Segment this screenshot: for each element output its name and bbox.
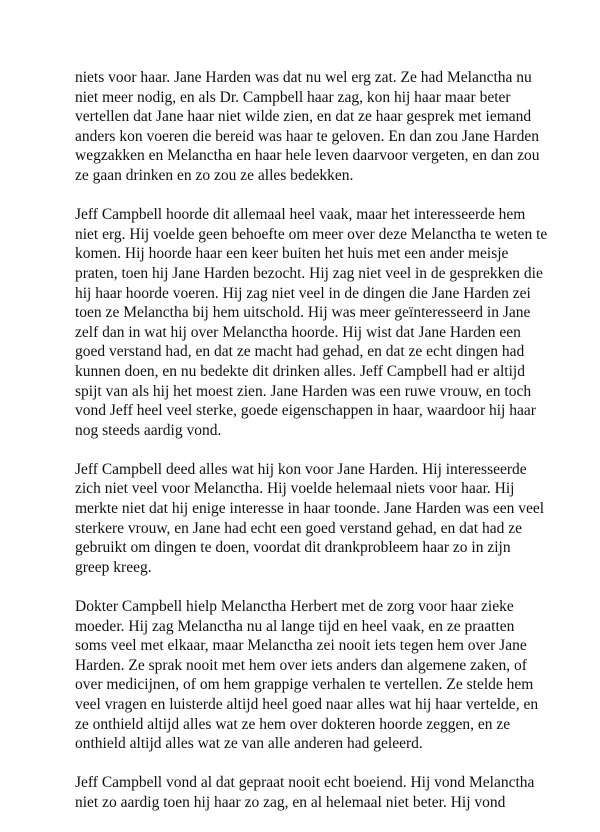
text-line: komen. Hij hoorde haar een keer buiten het huis met een ander meisje <box>75 245 509 263</box>
text-line: Jeff Campbell deed alles wat hij kon voor Jane Harden. Hij interesseerde <box>75 460 527 478</box>
text-line: hij haar hoorde voeren. Hij zag niet veel in de dingen die Jane Harden zei <box>75 284 531 302</box>
text-line: niet erg. Hij voelde geen behoefte om meer over deze Melanctha te weten te <box>75 225 548 243</box>
text-line: nog steeds aardig vond. <box>75 421 222 439</box>
text-line: zelf dan in wat hij over Melanctha hoorde. Hij wist dat Jane Harden een <box>75 323 521 341</box>
text-line: praten, toen hij Jane Harden bezocht. Hij zag niet veel in de gesprekken die <box>75 264 543 282</box>
text-line: niets voor haar. Jane Harden was dat nu wel erg zat. Ze had Melanctha nu <box>75 69 532 86</box>
text-line: moeder. Hij zag Melanctha nu al lange tijd en heel vaak, en ze praatten <box>75 617 515 635</box>
paragraph-5 <box>75 773 535 812</box>
text-line: Jeff Campbell hoorde dit allemaal heel vaak, maar het interesseerde hem <box>75 206 526 224</box>
text-line: kunnen doen, en nu bedekte dit drinken alles. Jeff Campbell had er altijd <box>75 362 525 380</box>
text-line: veel vragen en luisterde altijd heel goed naar alles wat hij haar vertelde, en <box>75 696 539 713</box>
paragraph-4 <box>75 597 539 754</box>
text-line: niet meer nodig, en als Dr. Campbell haar zag, kon hij haar maar beter <box>75 88 511 106</box>
text-line: ze onthield altijd alles wat ze hem over dokteren hoorde zeggen, en ze <box>75 715 511 733</box>
text-line: niet zo aardig toen hij haar zo zag, en al helemaal niet beter. Hij vond <box>75 793 506 811</box>
text-line: Harden. Ze sprak nooit met hem over iets anders dan algemene zaken, of <box>75 656 527 674</box>
text-line: Dokter Campbell hielp Melanctha Herbert met de zorg voor haar zieke <box>75 598 514 616</box>
text-line: gebruikt om dingen te doen, voordat dit drankprobleem haar zo in zijn <box>75 539 511 557</box>
text-line: ze gaan drinken en zo zou ze alles bedekken. <box>75 166 354 184</box>
text-line: merkte niet dat hij enige interesse in haar toonde. Jane Harden was een veel <box>75 500 545 518</box>
text-line: vond Jeff heel veel sterke, goede eigenschappen in haar, waardoor hij haar <box>75 402 536 420</box>
text-line: goed verstand had, en dat ze macht had gehad, en dat ze echt dingen had <box>75 343 525 361</box>
text-line: toen ze Melanctha bij hem uitschold. Hij was meer geïnteresseerd in Jane <box>75 304 531 322</box>
paragraph-1 <box>75 68 540 186</box>
paragraph-2 <box>75 205 548 440</box>
text-line: onthield altijd alles wat ze van alle anderen had geleerd. <box>75 735 423 753</box>
text-line: vertellen dat Jane haar niet wilde zien, en dat ze haar gesprek met iemand <box>75 108 532 126</box>
text-line: greep kreeg. <box>75 558 152 576</box>
text-line: anders kon voeren die bereid was haar te geloven. En dan zou Jane Harden <box>75 127 539 145</box>
paragraph-3 <box>75 460 545 578</box>
text-line: Jeff Campbell vond al dat gepraat nooit echt boeiend. Hij vond Melanctha <box>75 774 535 792</box>
text-line: sterkere vrouw, en Jane had echt een goed verstand gehad, en dat had ze <box>75 519 523 537</box>
text-line: soms veel met elkaar, maar Melanctha zei nooit iets tegen hem over Jane <box>75 637 527 655</box>
text-line: over medicijnen, of om hem grappige verhalen te vertellen. Ze stelde hem <box>75 676 534 694</box>
text-line: wegzakken en Melanctha en haar hele leven daarvoor vergeten, en dan zou <box>75 147 540 165</box>
text-line: spijt van als hij het moest zien. Jane Harden was een ruwe vrouw, en toch <box>75 382 532 400</box>
text-line: zich niet veel voor Melanctha. Hij voelde helemaal niets voor haar. Hij <box>75 480 515 498</box>
document-page <box>75 68 548 832</box>
